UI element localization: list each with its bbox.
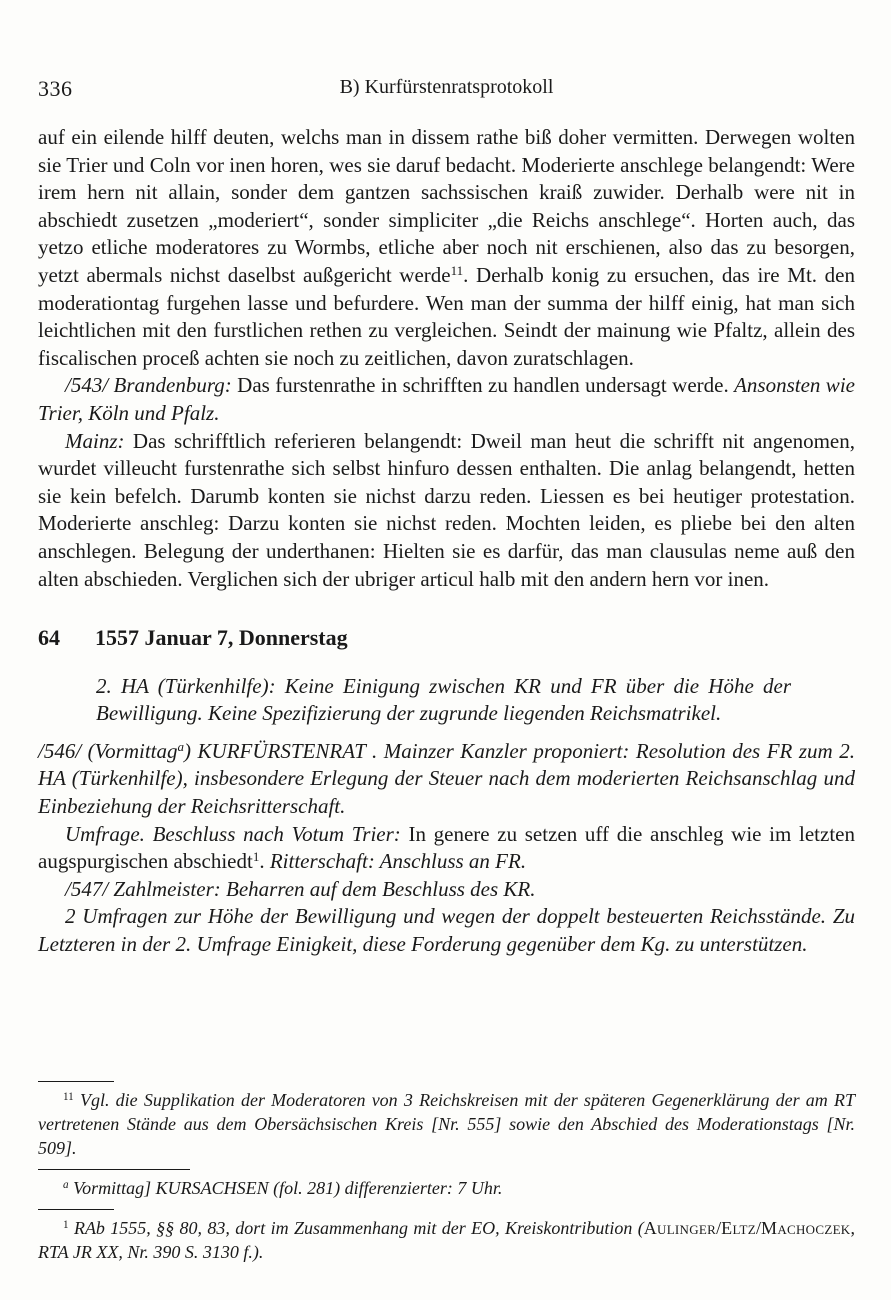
text-run: 11 [450,263,464,279]
text-run: Ansonsten wie Trier, Köln und Pfalz. [38,373,855,425]
footnote-1 [38,1216,855,1264]
text-run: RTA JR XX, Nr. 390 S. 3130 f.). [38,1242,264,1262]
text-run: Umfrage. Beschluss nach Votum Trier: [65,821,401,846]
text-run: / [716,1218,722,1238]
mainz-paragraph [38,428,855,594]
text-run: 2 Umfragen zur Höhe der Bewilligung und wegen der doppelt besteuerten Reichsstände. Zu Letzteren in der 2. Umfrage Einigkeit, diese Forderung gegenüber dem Kg. zu unterstützen. [38,904,855,957]
text-run: 1 [63,1219,69,1232]
text-run: / [756,1218,762,1238]
umfragen-ergebnis-paragraph [38,903,855,958]
text-run: Machoczek [761,1218,851,1238]
text-run: , [850,1218,855,1238]
text-run: In genere zu setzen uff die anschleg wie im letzten augspurgischen abschiedt [38,821,855,874]
entry-number: 64 [38,625,60,651]
footnote-block [0,1072,891,1264]
entry-title: 1557 Januar 7, Donnerstag [95,625,348,651]
text-run: /546/ (Vormittag [38,738,178,763]
kurfuerstenrat-paragraph [38,738,855,821]
page-number: 336 [38,76,73,101]
text-run: ) KURFÜRSTENRAT . Mainzer Kanzler proponiert: Resolution des FR zum 2. HA (Türkenhilfe), insbesondere Erlegung der Steuer nach dem moderierten Reichsanschlag und Einbeziehung der Reichsritterschaft. [38,738,855,819]
text-run: 1 [252,849,260,865]
text-run: Ritterschaft: Anschluss an FR. [269,849,527,874]
text-run: Das furstenrathe in schrifften zu handlen undersagt werde. [231,373,735,398]
brandenburg-paragraph [38,372,855,427]
entry-summary [96,673,791,728]
footnote-separator-rule [38,1209,114,1210]
text-run: Vgl. die Supplikation der Moderatoren von 3 Reichskreisen mit der späteren Gegenerklärung der am RT vertretenen Stände aus dem Obersächsischen Kreis [Nr. 555] sowie den Abschied des Moderationstags [Nr. 509]. [38,1090,855,1158]
text-run: . [259,849,270,874]
footnote-a [38,1176,855,1200]
footnote-11 [38,1088,855,1160]
main-text-column [0,102,891,959]
text-run: RAb 1555, §§ 80, 83, dort im Zusammenhang mit der EO, Kreiskontribution ( [68,1218,644,1238]
text-run: . Derhalb konig zu ersuchen, das ire Mt. den moderationtag furgehen lasse und befurdere. Wen man der summa der hilff einig, hat man sich leichtlichen mit den furstlichen rethen zu vergleichen. Seindt der mainung wie Pfaltz, allein des fiscalischen proceß achten sie noch zu zeitlichen, davon zuratschlagen. [38,262,855,370]
text-run: /547/ Zahlmeister: Beharren auf dem Beschluss des KR. [65,876,536,901]
text-run: Vormittag] KURSACHSEN (fol. 281) differenzierter: 7 Uhr. [68,1178,503,1198]
zahlmeister-paragraph [38,876,855,904]
text-run: a [177,739,185,755]
footnote-separator-rule [38,1169,190,1170]
running-title: B) Kurfürstenratsprotokoll [339,76,554,98]
text-run: 2. HA (Türkenhilfe): Keine Einigung zwischen KR und FR über die Höhe der Bewilligung. Keine Spezifizierung der zugrunde liegenden Reichsmatrikel. [96,673,791,726]
text-run: Aulinger [643,1218,717,1238]
entry-body-text [38,738,855,959]
text-run: a [63,1179,69,1192]
text-run: Das schrifftlich referieren belangendt: Dweil man heut die schrifft nit angenomen, wurdet villeucht furstenrathe sich selbst hinfuro dessen enthalten. Die anlag belangendt, hetten sie kein befelch. Darumb konten sie nichst darzu reden. Liessen es bei heutiger protestation. Moderierte anschleg: Darzu konten sie nichst reden. Mochten leiden, es pliebe bei den alten anschlegen. Belegung der underthanen: Hielten sie es darfür, das man clausulas neme auß den alten abschieden. Verglichen sich der ubriger articul halb mit den andern hern vor inen. [38,428,855,591]
protocol-continuation-paragraph [38,124,855,372]
running-header [0,0,891,102]
text-run: /543/ Brandenburg: [65,373,232,398]
text-run: Eltz [721,1218,756,1238]
text-run: 11 [63,1091,74,1104]
text-run: auf ein eilende hilff deuten, welchs man in dissem rathe biß doher vermitten. Derwegen wolten sie Trier und Coln vor inen horen, wes sie daruf bedacht. Moderierte anschlege belangendt: Were irem hern nit allain, sonder dem gantzen sachssischen kraiß zuwider. Derhalb were nit in abschiedt zusetzen „moderiert“, sonder simpliciter „die Reichs anschlege“. Horten auch, das yetzo etliche moderatores zu Wormbs, etliche aber noch nit erschienen, also das zu besorgen, yetzt abermals nichst daselbst außgericht werde [38,125,855,287]
footnote-separator-rule [38,1081,114,1082]
text-run: Mainz: [65,428,125,453]
protocol-body-text [38,124,855,593]
umfrage-paragraph [38,821,855,876]
entry-heading [38,624,855,652]
